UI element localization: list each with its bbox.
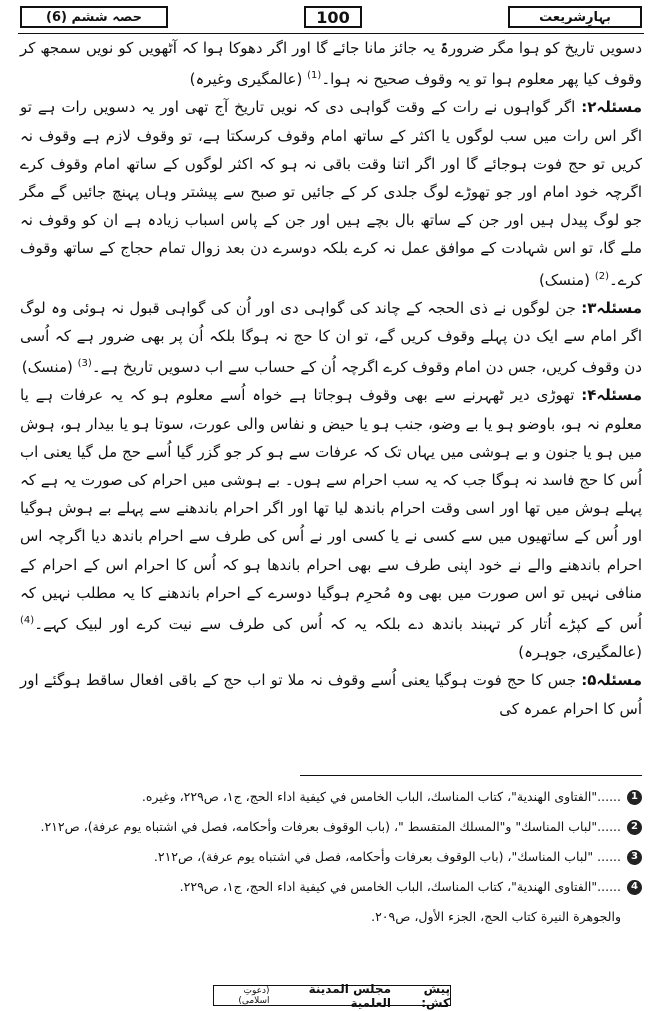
masala-label: مسئلہ۳: [581,298,642,317]
footnote-4 [22,872,642,902]
footnote-text: والجوهرة النيرة كتاب الحج، الجزء الأول، ص٢٠٩. [371,909,621,924]
footnote-text: ...... "لباب المناسك"، (باب الوقوف بعرفات وأحكامه، فصل في اشتباه يوم عرفة)، ص٢١٢. [153,849,621,864]
masala-label: مسئلہ۵: [581,671,642,690]
footnote-text: ......"لباب المناسك" و"المسلك المتقسط "، (باب الوقوف بعرفات وأحكامه، فصل في اشتباه يوم عرفة)، ص٢١٢. [40,819,621,834]
footnote-number: 2 [627,820,642,835]
footnote-ref: (4) [20,615,35,627]
source-citation: (منسک) [538,270,591,289]
footnote-number: 4 [627,880,642,895]
footnote-text: ......"الفتاوى الهندية"، كتاب المناسك، الباب الخامس في كيفية اداء الحج، ج١، ص٢٢٩، وغيره. [141,789,621,804]
publisher-note: (دعوتِ اسلامی) [238,985,270,1006]
main-text [20,34,642,723]
footnote-text: ......"الفتاوى الهندية"، كتاب المناسك، الباب الخامس في كيفية اداء الحج، ج١، ص٢٢٩. [179,879,621,894]
paragraph-3: مسئلہ۳: جن لوگوں نے ذی الحجہ کے چاند کی گواہی دی اور اُن کی گواہی قبول نہ ہوئی وہ لوگ اگر امام سے ایک دن پہلے وقوف کریں گے، تو ان کا حج نہ ہوگا بلکہ اُن پر بھی ضرور ہے کہ اُسی دن وقوف کریں، جس دن امام وقوف کرے اگرچہ اُن کے حساب سے اب دسویں تاریخ ہے۔$^{(3)}$ (منسک) [20,298,642,377]
footnote-2 [22,812,642,842]
masala-label: مسئلہ۴: [581,386,642,405]
volume-part: حصہ ششم (6) [46,9,142,25]
source-citation: (عالمگیری وغیرہ) [189,70,303,89]
paragraph-5: مسئلہ۵: جس کا حج فوت ہوگیا یعنی اُسے وقوف نہ ملا تو اب حج کے باقی افعال ساقط ہوگئے اور اُس کا احرام عمرہ کی [20,671,642,718]
paragraph-1: دسویں تاریخ کو ہوا مگر ضرورۃً یہ جائز مانا جائے گا اور اگر دھوکا ہوا کہ آٹھویں کو نویں سمجھ کر وقوف کیا پھر معلوم ہوا تو یہ وقوف صحیح نہ ہوا۔$^{(1)}$ (عالمگیری وغیرہ) [20,39,642,89]
footnote-3 [22,842,642,872]
source-citation: (عالمگیری، جوہرہ) [518,643,642,662]
paragraph-4: مسئلہ۴: تھوڑی دیر ٹھہرنے سے بھی وقوف ہوجاتا ہے خواہ اُسے معلوم ہو کہ یہ عرفات ہے یا معلوم نہ ہو، باوضو ہو یا بے وضو، جنب ہو یا حیض و نفاس والی عورت، سوتا ہو یا بیدار ہو، ہوش میں ہو یا جنون و بے ہوشی میں یہاں تک کہ عرفات سے ہو کر جو گزر گیا اُسے حج مل گیا یعنی اب اُس کا حج فاسد نہ ہوگا جب کہ یہ سب احرام سے ہوں۔ بے ہوشی میں احرام کی صورت یہ ہے کہ پہلے ہوش میں تھا اور اسی وقت احرام باندھ لیا تھا اور اگر احرام باندھنے سے پہلے بے ہوش ہوگیا اور اُس کے ساتھیوں میں سے کسی نے یا کسی اور نے اُس کی طرف سے احرام باندھ دیا اگرچہ اس احرام باندھنے والے نے خود اپنی طرف سے بھی احرام باندھا ہو کہ اُس کا احرام اس کے احرام کے منافی نہیں تو اس صورت میں بھی وہ مُحرِم ہوگیا دوسرے کے احرام باندھنے کا یہ مطلب نہیں کہ اُس کے کپڑے اُتار کر تہبند باندھ دے بلکہ یہ کہ اُس کی طرف سے نیت کرے اور لبیک کہے۔$^{(4)}$ (عالمگیری، جوہرہ) [20,386,642,662]
publisher-prefix: پیش کش: [421,981,450,1010]
source-citation: (منسک) [21,358,73,377]
footnote-number: 1 [627,790,642,805]
book-title-box [508,6,642,28]
footnote-ref: (3) [77,358,92,370]
footnote-ref: (1) [307,70,322,82]
footnotes [22,782,642,932]
page-number: 100 [316,7,350,27]
footnote-continuation [22,902,642,932]
footnote-number: 3 [627,850,642,865]
footnote-ref: (2) [594,270,609,282]
masala-label: مسئلہ۲: [581,98,642,117]
book-title: بہارِشریعت [539,9,611,25]
publisher-box [213,981,451,1010]
page-number-box [304,6,362,28]
volume-part-box [20,6,168,28]
footnote-rule [300,775,642,776]
paragraph-2: مسئلہ۲: اگر گواہوں نے رات کے وقت گواہی دی کہ نویں تاریخ آج تھی اور یہ دسویں رات ہے تو اگر اس رات میں سب لوگوں یا اکثر کے ساتھ امام وقوف کرسکتا ہے، تو وقوف لازم ہے وقوف نہ کریں تو حج فوت ہوجائے گا اور اگر اتنا وقت باقی نہ ہو کہ اکثر لوگوں کے ساتھ امام وقوف کرے اگرچہ خود امام اور جو تھوڑے لوگ جلدی کر کے جائیں تو صبح سے پیشتر وہاں پہنچ جائیں گے مگر جو لوگ پیدل ہیں اور جن کے ساتھ بال بچے ہیں اور جن کے پاس اسباب زیادہ ہے ان کو وقوف نہ ملے گا، تو اس شہادت کے موافق عمل نہ کرے بلکہ دوسرے دن بعد زوال تمام حجاج کے ساتھ وقوف کرے۔$^{(2)}$ (منسک) [20,98,642,289]
publisher-name: مجلس المدینة العلمیة [308,981,392,1010]
footnote-1 [22,782,642,812]
